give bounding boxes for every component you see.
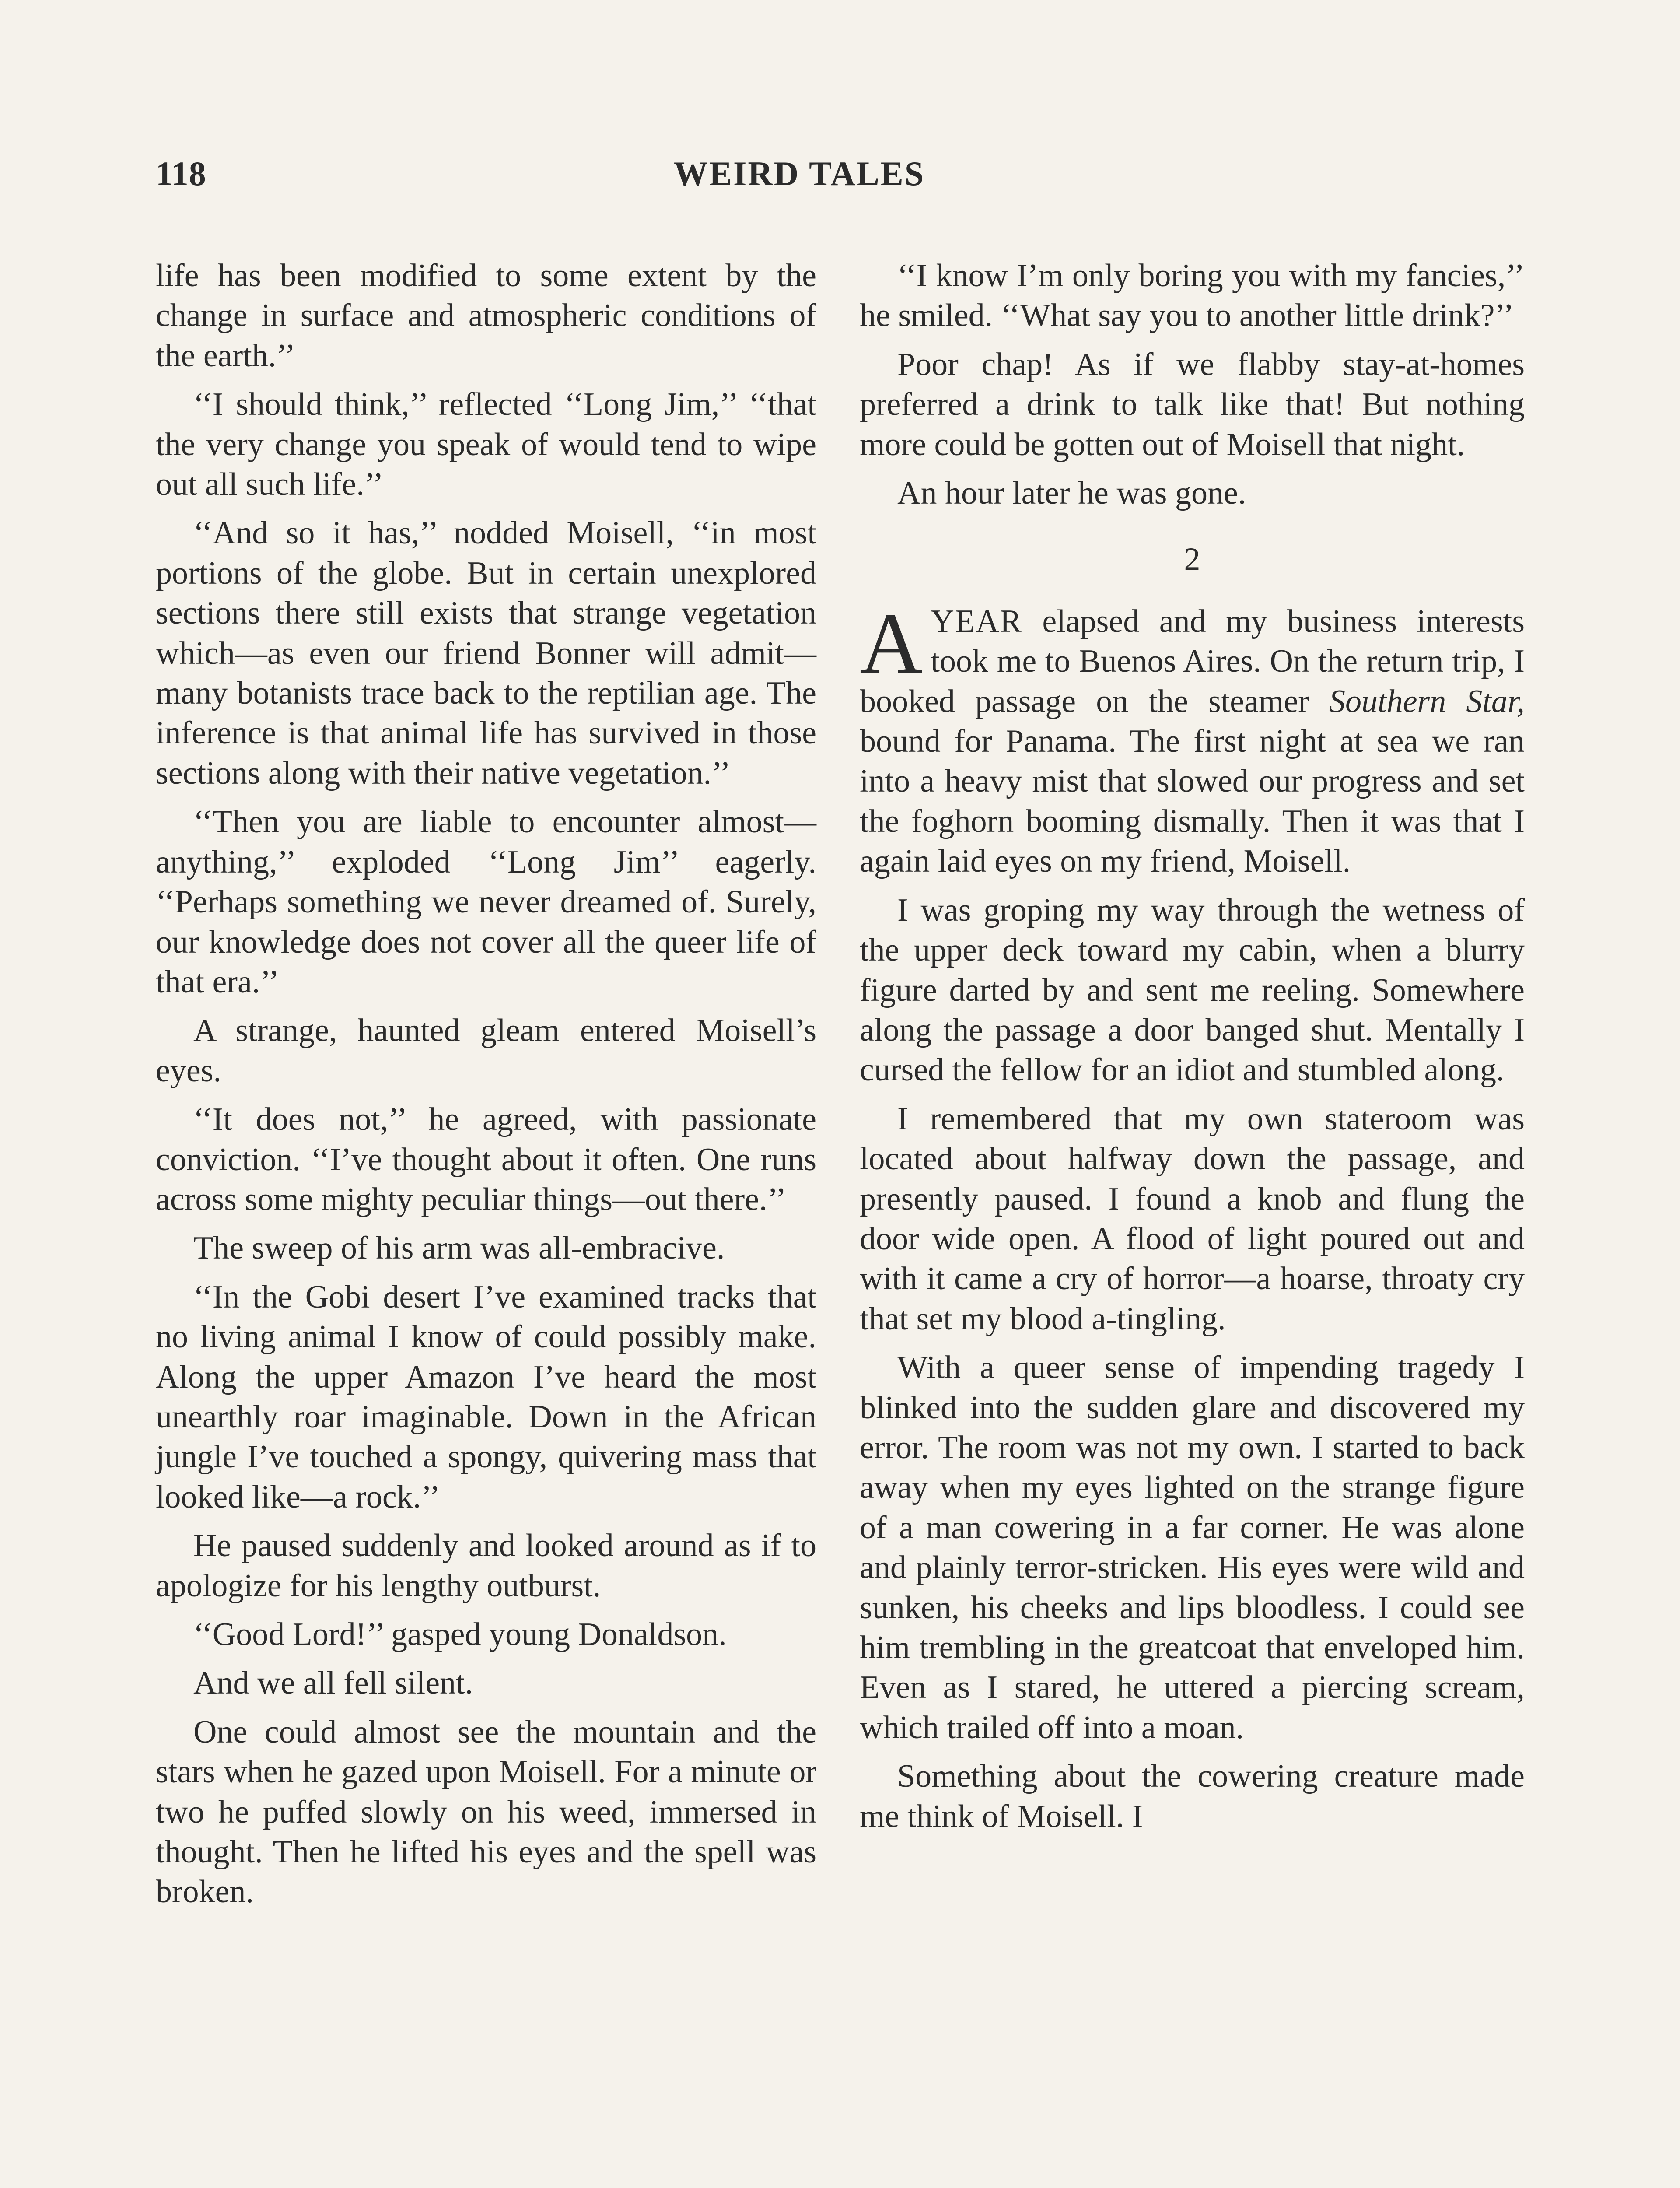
paragraph: ‘‘I know I’m only boring you with my fancies,’’ he smiled. ‘‘What say you to another little drink?’’ (860, 258, 1525, 334)
left-column (156, 256, 816, 1921)
paragraph: A strange, haunted gleam entered Moisell’s eyes. (156, 1013, 816, 1089)
ship-name: Southern Star, (1329, 683, 1525, 719)
paragraph: An hour later he was gone. (897, 475, 1246, 512)
paragraph: He paused suddenly and looked around as if to apologize for his lengthy outburst. (156, 1528, 816, 1604)
paragraph: With a queer sense of impending tragedy I blinked into the sudden glare and discovered my error. The room was not my own. I started to back away when my eyes lighted on the strange figure of a man cowering in a far corner. He was alone and plainly terror-stricken. His eyes were wild and sunken, his cheeks and lips bloodless. I could see him trembling in the greatcoat that enveloped him. Even as I stared, he uttered a piercing scream, which trailed off into a moan. (860, 1350, 1525, 1746)
paragraph: One could almost see the mountain and the stars when he gazed upon Moisell. For a minute or two he puffed slowly on his weed, immersed in thought. Then he lifted his eyes and the spell was broken. (156, 1714, 816, 1910)
paragraph: ‘‘In the Gobi desert I’ve examined tracks that no living animal I know of could possibly make. Along the upper Amazon I’ve heard the most unearthly roar imaginable. Down in the African jungle I’ve touched a spongy, quivering mass that looked like—a rock.’’ (156, 1279, 816, 1515)
paragraph: ‘‘Good Lord!’’ gasped young Donaldson. (193, 1616, 727, 1652)
paragraph: The sweep of his arm was all-embracive. (193, 1230, 725, 1266)
opening-text: elapsed and my business interests took me to Buenos Aires. On the return trip, I booked passage on the steamer (860, 603, 1525, 719)
lead-word: YEAR (931, 603, 1022, 639)
paragraph: Something about the cowering creature made me think of Moisell. I (860, 1758, 1525, 1834)
paragraph: ‘‘I should think,’’ reflected ‘‘Long Jim,’’ ‘‘that the very change you speak of would tend to wipe out all such life.’’ (156, 386, 816, 503)
paragraph: I was groping my way through the wetness of the upper deck toward my cabin, when a blurry figure darted by and sent me reeling. Somewhere along the passage a door banged shut. Mentally I cursed the fellow for an idiot and stumbled along. (860, 892, 1525, 1088)
paragraph: life has been modified to some extent by the change in surface and atmospheric conditions of the earth.’’ (156, 258, 816, 374)
paragraph: And we all fell silent. (193, 1665, 473, 1701)
paragraph: ‘‘And so it has,’’ nodded Moisell, ‘‘in most portions of the globe. But in certain unexplored sections there still exists that strange vegetation which—as even our friend Bonner will admit—many botanists trace back to the reptilian age. The inference is that animal life has survived in those sections along with their native vegetation.’’ (156, 515, 816, 791)
paragraph: ‘‘Then you are liable to encounter almost—anything,’’ exploded ‘‘Long Jim’’ eagerly. ‘‘Perhaps something we never dreamed of. Surely, our knowledge does not cover all the queer life of that era.’’ (156, 804, 816, 1000)
paragraph: ‘‘It does not,’’ he agreed, with passionate conviction. ‘‘I’ve thought about it often. One runs across some mighty peculiar things—out there.’’ (156, 1101, 816, 1217)
opening-paragraph (860, 595, 1525, 882)
page-number: 118 (156, 154, 206, 193)
section-number: 2 (1184, 541, 1200, 578)
paragraph: I remembered that my own stateroom was located about halfway down the passage, and presently paused. I found a knob and flung the door wide open. A flood of light poured out and with it came a cry of horror—a hoarse, throaty cry that set my blood a-tingling. (860, 1101, 1525, 1337)
paragraph: Poor chap! As if we flabby stay-at-homes preferred a drink to talk like that! But nothing more could be gotten out of Moisell that night. (860, 346, 1525, 463)
opening-text-continued: bound for Panama. The first night at sea we ran into a heavy mist that slowed our progress and set the foghorn booming dismally. Then it was that I again laid eyes on my friend, Moisell. (860, 723, 1525, 880)
right-column (860, 256, 1525, 1845)
running-title: WEIRD TALES (674, 154, 925, 193)
drop-cap: A (860, 595, 923, 692)
